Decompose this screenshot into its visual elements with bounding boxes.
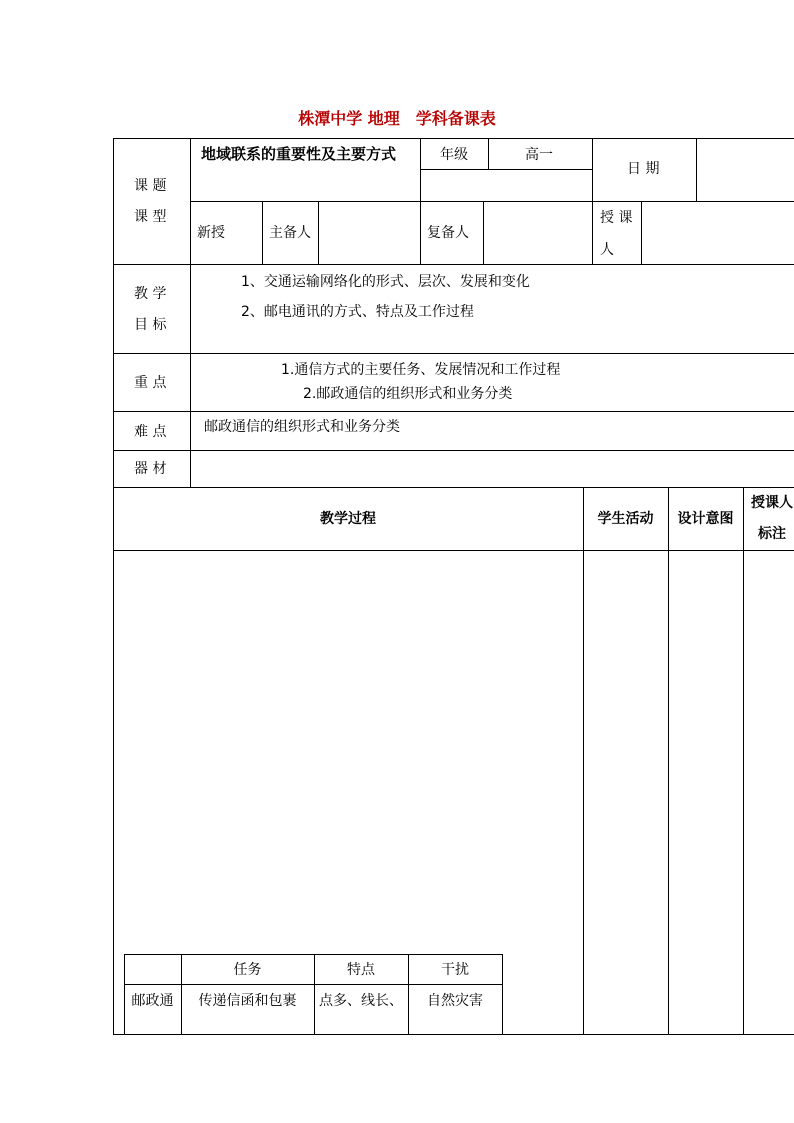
row-line xyxy=(113,550,794,551)
grade-label: 年级 xyxy=(440,147,468,163)
goals-label-cont: 目 标 xyxy=(134,317,167,333)
date-label: 日 期 xyxy=(627,161,660,177)
col-line xyxy=(318,201,319,264)
row-line xyxy=(113,353,794,354)
topic-label: 课 题 xyxy=(134,178,167,194)
notes-header-cont: 标注 xyxy=(758,526,786,542)
teacher-label-cont: 人 xyxy=(600,242,614,258)
col-line xyxy=(583,487,584,1035)
row-line xyxy=(190,201,794,202)
teacher-label: 授 课 xyxy=(600,210,633,226)
col-line xyxy=(420,138,421,264)
table-cell: 邮政通 xyxy=(131,993,174,1009)
col-line xyxy=(190,138,191,488)
col-line xyxy=(592,138,593,264)
difficulty-value: 邮政通信的组织形式和业务分类 xyxy=(204,419,400,435)
row-line xyxy=(113,487,794,488)
process-header: 教学过程 xyxy=(320,511,376,527)
topic-value: 地域联系的重要性及主要方式 xyxy=(201,145,397,163)
lead-preparer-label: 主备人 xyxy=(269,225,311,241)
key-point-item: 1.通信方式的主要任务、发展情况和工作过程 xyxy=(281,362,561,378)
col-line xyxy=(696,138,697,202)
reviewer-label: 复备人 xyxy=(427,225,469,241)
goal-item: 2、邮电通讯的方式、特点及工作过程 xyxy=(241,304,474,320)
table-header-cell: 任务 xyxy=(233,962,262,978)
table-header-cell: 特点 xyxy=(347,962,375,978)
col-line xyxy=(502,954,503,1034)
table-cell: 点多、线长、 xyxy=(319,993,403,1009)
col-line xyxy=(488,138,489,170)
student-activity-header: 学生活动 xyxy=(597,511,654,527)
col-line xyxy=(743,487,744,1035)
table-cell: 传递信函和包裹 xyxy=(198,993,297,1009)
col-line xyxy=(641,201,642,264)
col-line xyxy=(262,201,263,264)
col-line xyxy=(668,487,669,1035)
key-points-label: 重 点 xyxy=(134,375,167,391)
goal-item: 1、交通运输网络化的形式、层次、发展和变化 xyxy=(241,274,530,290)
row-line xyxy=(113,138,794,139)
col-line xyxy=(483,201,484,264)
design-intent-header: 设计意图 xyxy=(677,511,734,527)
page-title: 株潭中学 地理 学科备课表 xyxy=(298,109,496,128)
notes-header: 授课人 xyxy=(751,495,793,511)
type-value: 新授 xyxy=(197,225,225,241)
table-cell: 自然灾害 xyxy=(427,993,483,1009)
equipment-label: 器 材 xyxy=(134,461,167,477)
table-header-cell: 干扰 xyxy=(441,962,469,978)
type-label: 课 型 xyxy=(134,209,167,225)
difficulty-label: 难 点 xyxy=(134,424,167,440)
row-line xyxy=(113,450,794,451)
row-line xyxy=(113,1034,794,1035)
row-line xyxy=(420,169,592,170)
row-line xyxy=(113,411,794,412)
col-line xyxy=(113,138,114,1035)
row-line xyxy=(113,264,794,265)
goals-label: 教 学 xyxy=(134,286,167,302)
grade-value: 高一 xyxy=(525,147,553,163)
key-point-item: 2.邮政通信的组织形式和业务分类 xyxy=(303,386,513,402)
